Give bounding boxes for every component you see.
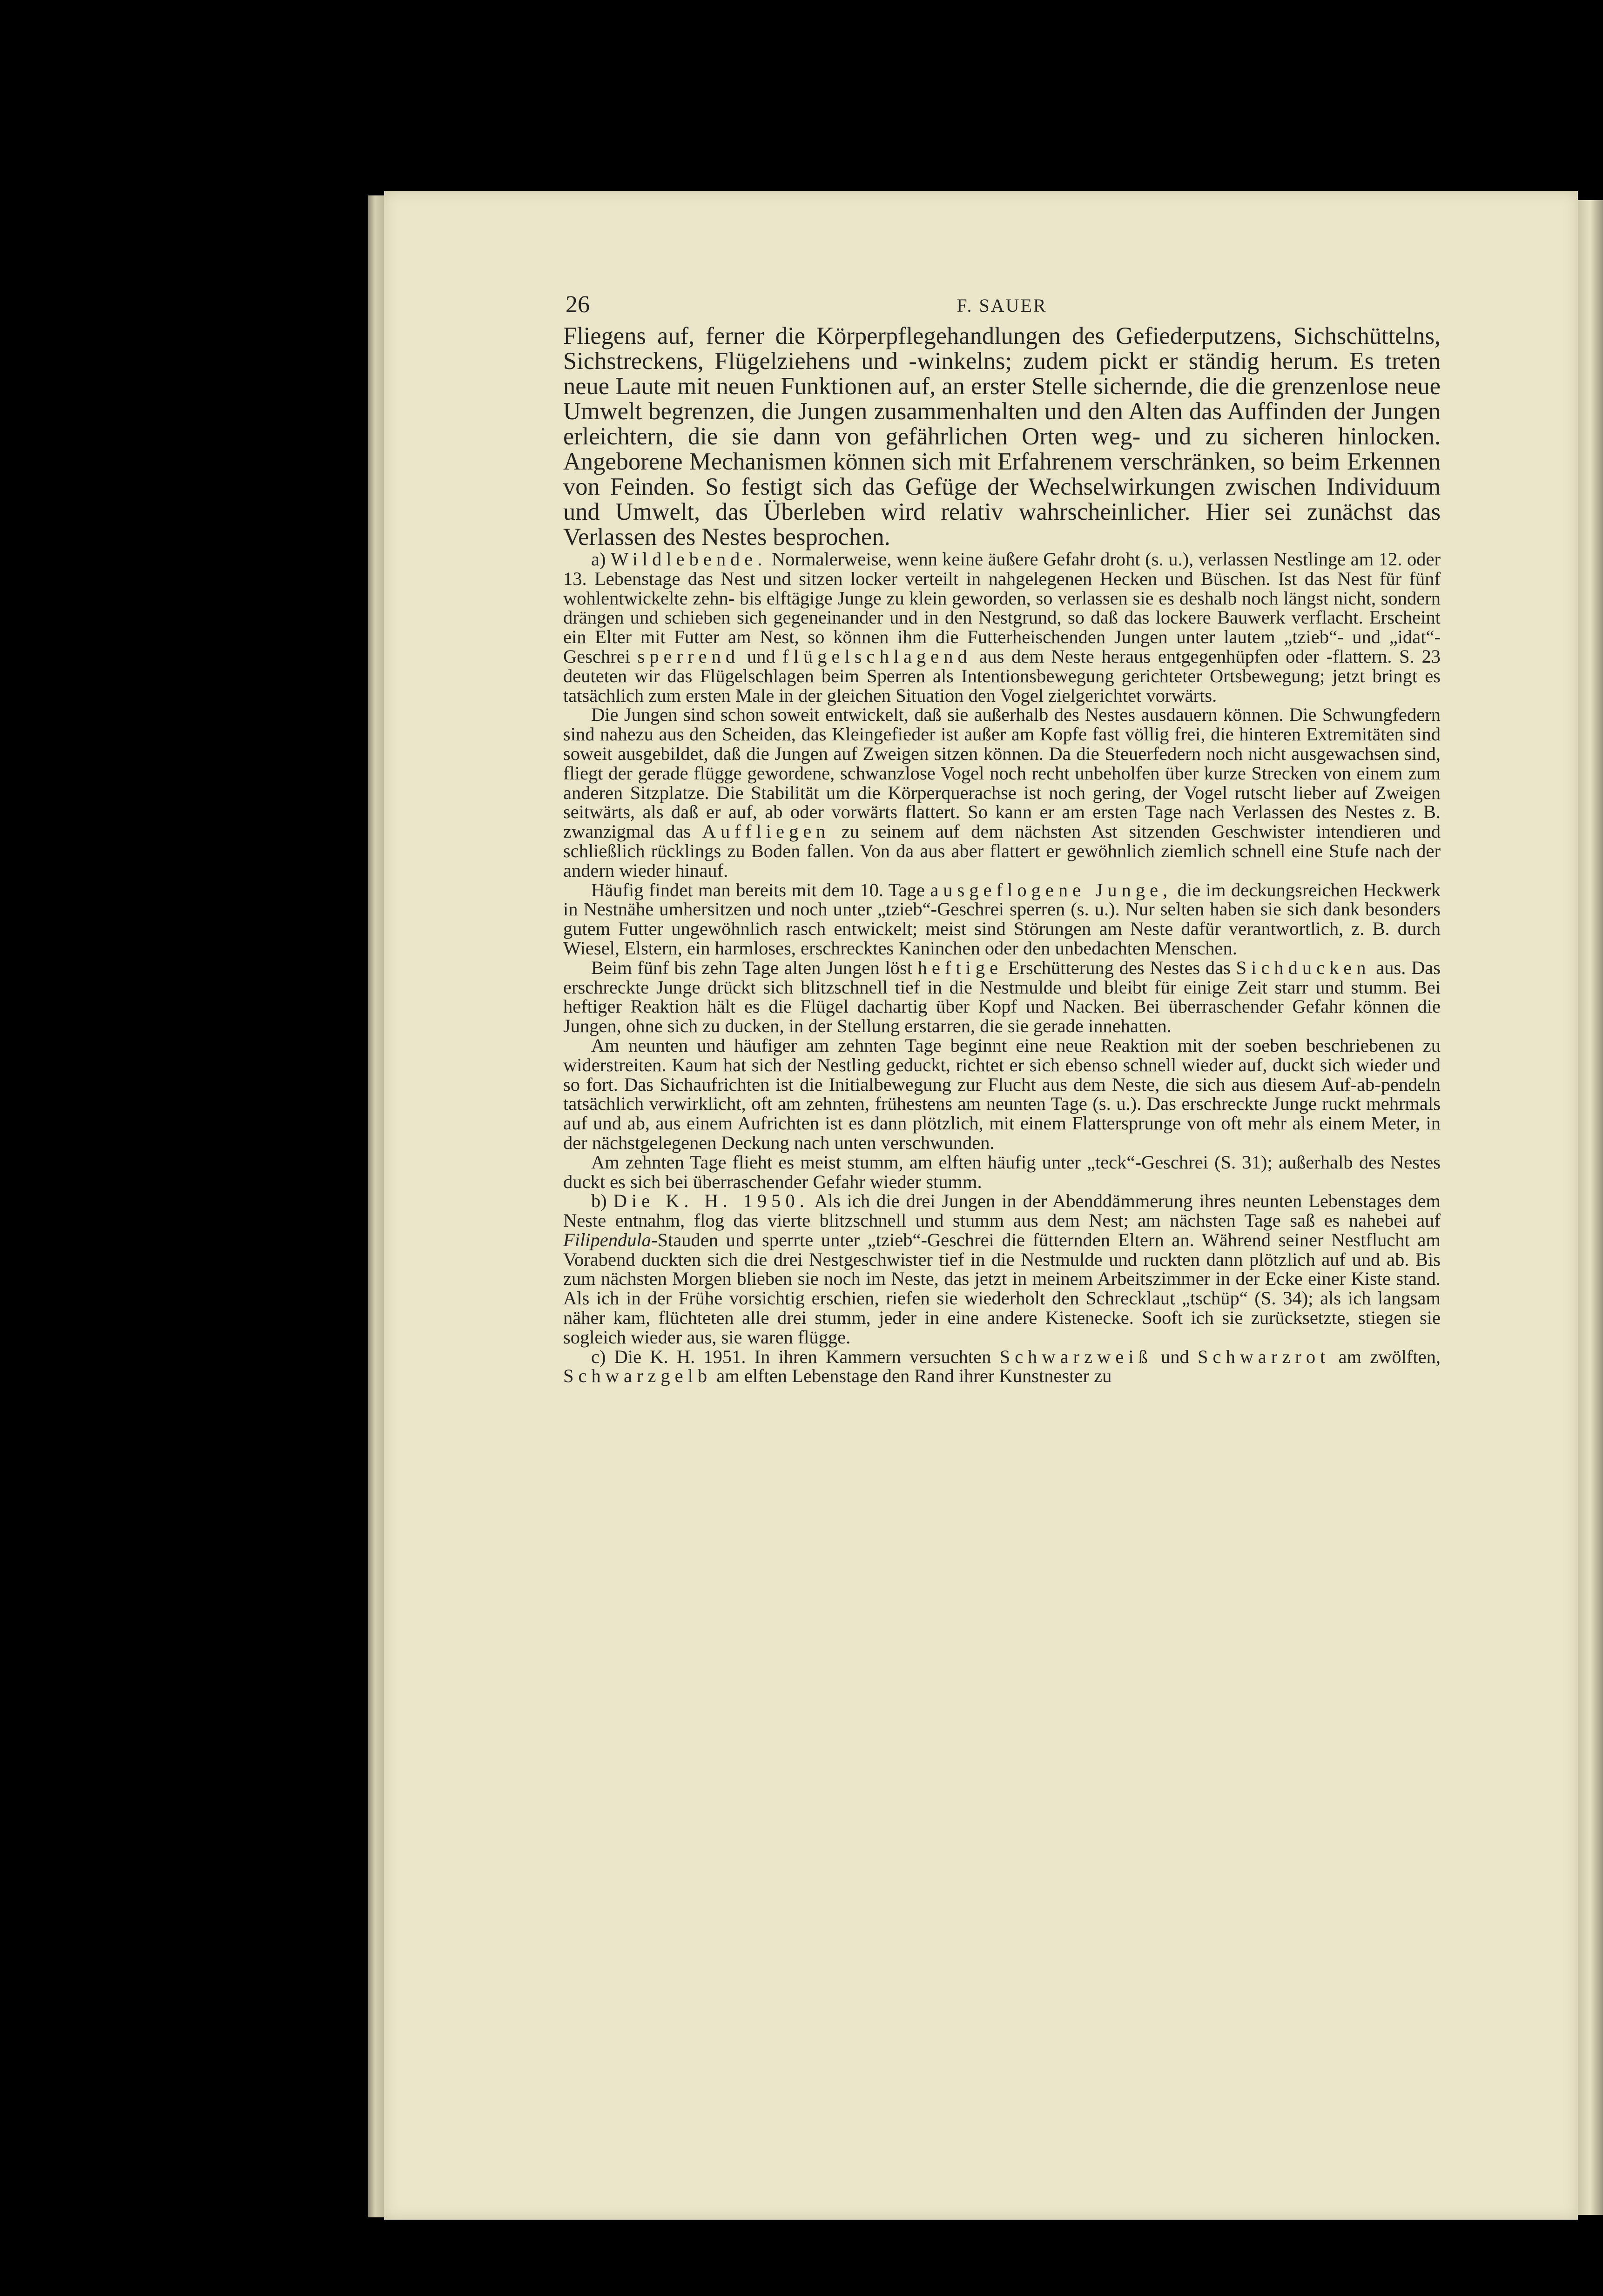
running-head [563, 282, 1441, 323]
page-number: 26 [566, 291, 590, 318]
text-run: Beim fünf bis zehn Tage alten Jungen löst [591, 957, 912, 978]
page-content [563, 282, 1441, 1386]
spaced-term: Wildlebende. [611, 549, 767, 570]
text-run: und [1161, 1346, 1189, 1367]
section-marker: b) [591, 1190, 607, 1212]
text-run: zu seinem auf dem nächsten Ast sitzenden Geschwister intendieren und schließlich rücklings zu Boden fallen. Von da aus aber flattert er gewöhnlich ziemlich schnell eine Stufe nach der andern wieder hinauf. [563, 821, 1441, 881]
paragraph-a-5: Am neunten und häufiger am zehnten Tage beginnt eine neue Reaktion mit der soeben beschriebenen zu widerstreiten. Kaum hat sich der Nestling geduckt, richtet er sich ebenso schnell wieder auf, duckt sich wieder und so fort. Das Sichaufrichten ist die Initialbewegung zur Flucht aus dem Neste, die sich aus diesem Auf-ab-pendeln tatsächlich verwirklicht, oft am zehnten, frühestens am neunten Tage (s. u.). Das erschreckte Junge ruckt mehrmals auf und ab, aus einem Aufrichten ist es dann plötzlich, mit einem Flattersprunge von oft mehr als einem Meter, in der nächstgelegenen Deckung nach unten verschwunden. [563, 1034, 1441, 1153]
text-run: und [747, 645, 775, 667]
main-paragraph: Fliegens auf, ferner die Körperpflegehandlungen des Gefiederputzens, Sichschüttelns, Sichstreckens, Flügelziehens und -winkelns; zudem pickt er ständig herum. Es treten neue Laute mit neuen Funktionen auf, an erster Stelle sichernde, die die grenzenlose neue Umwelt begrenzen, die Jungen zusammenhalten und den Alten das Auffinden der Jungen erleichtern, die sie dann von gefährlichen Orten weg- und zu sicheren hinlocken. Angeborene Mechanismen können sich mit Erfahrenem verschränken, so beim Erkennen von Feinden. So festigt sich das Gefüge der Wechselwirkungen zwischen Individuum und Umwelt, das Überleben wird relativ wahrscheinlicher. Hier sei zunächst das Verlassen des Nestes besprochen. [563, 322, 1441, 551]
spaced-term: ausgeflogene Junge, [930, 879, 1172, 900]
spaced-term: heftige [917, 957, 1003, 978]
text-run: Häufig findet man bereits mit dem 10. Tage [591, 879, 925, 900]
page-stack-right-edge [1577, 200, 1603, 2215]
running-head-author: F. SAUER [956, 295, 1047, 316]
paragraph-c [563, 1347, 1441, 1386]
paragraph-a-4 [563, 958, 1441, 1036]
text-run: am elften Lebenstage den Rand ihrer Kunstnester zu [716, 1365, 1112, 1387]
page-stack-left-edge [368, 195, 386, 2217]
text-run: Normalerweise, wenn keine äußere Gefahr droht (s. u.), verlassen Nestlinge am 12. oder 13. Lebenstage das Nest und sitzen locker verteilt in nahgelegenen Hecken und Büschen. Ist das Nest für fünf wohlentwickelte zehn- bis elftägige Junge zu klein geworden, so verlassen sie es deshalb noch längst nicht, sondern drängen und schieben sich gegeneinander und in den Nestgrund, so daß das lockere Bauwerk verflacht. Erscheint ein Elter mit Futter am Nest, so können ihm die Futterheischenden Jungen unter lautem „tzieb“- und „idat“-Geschrei [563, 549, 1441, 667]
text-run: aus. Das erschreckte Junge drückt sich blitzschnell tief in die Nestmulde und bleibt für einige Zeit starr und stumm. Bei heftiger Reaktion hält es die Flügel dachartig über Kopf und Nacken. Bei überraschender Gefahr können die Jungen, ohne sich zu ducken, in der Stellung erstarren, die sie gerade innehatten. [563, 957, 1441, 1037]
spaced-term: Schwarzgelb [563, 1365, 712, 1387]
text-run: Als ich die drei Jungen in der Abenddämmerung ihres neunten Lebenstages dem Neste entnahm, flog das vierte blitzschnell und stumm aus dem Nest; am nächsten Tage saß es nahebei auf [563, 1190, 1441, 1231]
text-run: die im deckungsreichen Heckwerk in Nestnähe umhersitzen und noch unter „tzieb“-Geschrei sperren (s. u.). Nur selten haben sie sich dank besonders gutem Futter ungewöhnlich rasch entwickelt; meist sind Störungen am Neste dafür verantwortlich, z. B. durch Wiesel, Elstern, ein harmloses, erschrecktes Kaninchen oder den unbedachten Menschen. [563, 879, 1441, 959]
paragraph-b [563, 1191, 1441, 1347]
text-run: -Stauden und sperrte unter „tzieb“-Geschrei die fütternden Eltern an. Während seiner Nestflucht am Vorabend duckten sich die drei Nestgeschwister tief in die Nestmulde und ruckten dann plötzlich auf und ab. Bis zum nächsten Morgen blieben sie noch im Neste, das jetzt in meinem Arbeitszimmer in der Ecke einer Kiste stand. Als ich in der Frühe vorsichtig erschien, riefen sie wiederholt den Schrecklaut „tschüp“ (S. 34); als ich langsam näher kam, flüchteten alle drei stumm, jeder in eine andere Kistenecke. Sooft ich sie zurücksetzte, stiegen sie sogleich wieder aus, sie waren flügge. [563, 1229, 1441, 1348]
paragraph-a-6: Am zehnten Tage flieht es meist stumm, am elften häufig unter „teck“-Geschrei (S. 31); außerhalb des Nestes duckt es sich bei überraschender Gefahr wieder stumm. [563, 1151, 1441, 1192]
spaced-term: Schwarzweiß [999, 1346, 1152, 1367]
spaced-term: Die K. H. 1950. [613, 1190, 809, 1212]
spaced-term: Sichducken [1236, 957, 1371, 978]
section-marker: c) [591, 1346, 606, 1367]
spaced-term: Schwarzrot [1197, 1346, 1330, 1367]
paragraph-a-3 [563, 880, 1441, 958]
text-run: Die Jungen sind schon soweit entwickelt, daß sie außerhalb des Nestes ausdauern können. Die Schwungfedern sind nahezu aus den Scheiden, das Kleingefieder ist außer am Kopfe fast völlig frei, die hinteren Extremitäten sind soweit ausgebildet, daß die Jungen auf Zweigen sitzen können. Da die Steuerfedern noch nicht ausgewachsen sind, fliegt der gerade flügge gewordene, schwanzlose Vogel noch recht unbeholfen über kurze Strecken von einem zum anderen Sitzplatze. Die Stabilität um die Körperquerachse ist noch gering, der Vogel rutscht lieber auf Zweigen seitwärts, als daß er auf, ab oder vorwärts flattert. So kann er am ersten Tage nach Verlassen des Nestes z. B. zwanzigmal das [563, 704, 1441, 842]
spaced-term: sperrend [637, 645, 740, 667]
text-run: aus dem Neste heraus entgegenhüpfen oder -flattern. S. 23 deuteten wir das Flügelschlagen beim Sperren als Intentionsbewegung gerichteter Ortsbewegung; jetzt bringt es tatsächlich zum ersten Male in der gleichen Situation den Vogel zielgerichtet vorwärts. [563, 645, 1441, 706]
paragraph-a-1 [563, 550, 1441, 705]
text-run: am zwölften, [1338, 1346, 1441, 1367]
spaced-term: flügelschlagend [782, 645, 972, 667]
text-run: Erschütterung des Nestes das [1008, 957, 1231, 978]
spaced-term: Auffliegen [702, 821, 830, 842]
species-name: Filipendula [563, 1229, 651, 1250]
paragraph-a-2 [563, 705, 1441, 880]
text-run: Die K. H. 1951. In ihren Kammern versuchten [614, 1346, 991, 1367]
section-marker: a) [591, 549, 606, 570]
book-page [384, 191, 1578, 2220]
